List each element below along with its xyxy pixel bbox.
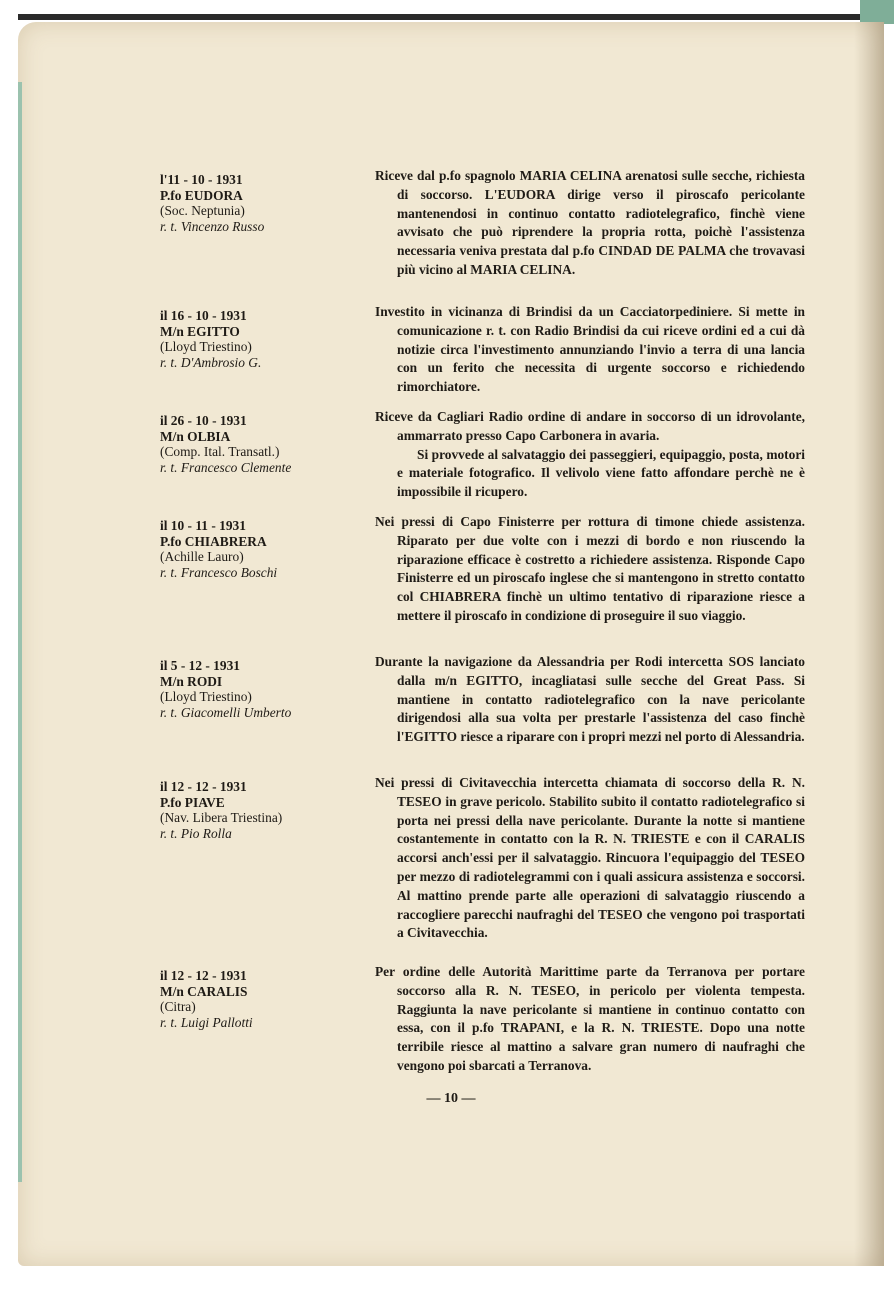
entry-company: (Soc. Neptunia): [160, 203, 245, 219]
entry-text: Per ordine delle Autorità Marittime parte da Terranova per portare soccorso alla R. N. TESEO, in pericolo per violenta tempesta. Raggiunta la nave pericolante si mantiene in continuo contatto con essa, con il p.fo TRAPANI, e la R. N. TRIESTE. Dopo una notte terribile riesce al mattino a salvare gran numero di naufraghi che vengono poi sbarcati a Terranova.: [375, 964, 805, 1073]
entry-meta: [160, 658, 360, 720]
entry-date: il 5 - 12 - 1931: [160, 658, 240, 673]
entry-text-paragraph-2: Si provvede al salvataggio dei passeggieri, equipaggio, posta, motori e materiale fotografico. Il velivolo viene fatto affondare perchè ne è impossibile il ricupero.: [397, 446, 805, 500]
entry-ship: M/n EGITTO: [160, 323, 240, 339]
entry-text: [375, 408, 805, 502]
entry-ship: P.fo CHIABRERA: [160, 533, 267, 549]
entry-text: Riceve dal p.fo spagnolo MARIA CELINA arenatosi sulle secche, richiesta di soccorso. L'EUDORA dirige verso il piroscafo pericolante mantenendosi in continuo contatto radiotelegrafico, finchè viene avvisato che può riprendere la propria rotta, poichè l'assistenza necessaria veniva prestata dal p.fo CINDAD DE PALMA che trovavasi più vicino al MARIA CELINA.: [375, 168, 805, 277]
entry-operator: r. t. Giacomelli Umberto: [160, 704, 292, 720]
entry-date: l'11 - 10 - 1931: [160, 172, 243, 187]
entry-ship: P.fo PIAVE: [160, 794, 225, 810]
entry-date: il 26 - 10 - 1931: [160, 413, 247, 428]
entry-date: il 16 - 10 - 1931: [160, 308, 247, 323]
entry-meta: [160, 779, 360, 841]
entry-operator: r. t. Luigi Pallotti: [160, 1014, 253, 1030]
entry-text: Nei pressi di Capo Finisterre per rottura di timone chiede assistenza. Riparato per due volte con i mezzi di bordo e non riuscendo la riparazione efficace è costretto a richiedere assistenza. Risponde Capo Finisterre ed un piroscafo inglese che si mantengono in stretto contatto col CHIABRERA finchè un ultimo tentativo di riparazione riesce a mettere il piroscafo in condizione di proseguire il suo viaggio.: [375, 514, 805, 623]
document-page: [18, 22, 884, 1266]
entry-text: Durante la navigazione da Alessandria per Rodi intercetta SOS lanciato dalla m/n EGITTO, incagliatasi sulle secche del Great Pass. Si mantiene in contatto radiotelegrafico con la nave pericolante dirigendosi alla sua volta per prestarle l'assistenza del caso finchè l'EGITTO riesce a riparare con i propri mezzi nel porto di Alessandria.: [375, 654, 805, 745]
entry-meta: [160, 968, 360, 1030]
entry-date: il 10 - 11 - 1931: [160, 518, 246, 533]
entry-company: (Nav. Libera Triestina): [160, 810, 283, 826]
entry-text: Nei pressi di Civitavecchia intercetta chiamata di soccorso della R. N. TESEO in grave pericolo. Stabilito subito il contatto radiotelegrafico si porta nei pressi della nave pericolante. Durante la notte si mantiene costantemente in contatto con la R. N. TRIESTE e con il CARALIS accorsi anch'essi per il salvataggio. Rincuora l'equipaggio del TESEO per mezzo di radiotelegrammi con i quali assicura assistenza e soccorsi. Al mattino prende parte alle operazioni di salvataggio riuscendo a raccogliere parecchi naufraghi del TESEO che vengono poi trasportati a Civitavecchia.: [375, 775, 805, 941]
entry-date: il 12 - 12 - 1931: [160, 779, 247, 794]
entry-date: il 12 - 12 - 1931: [160, 968, 247, 983]
entry-company: (Citra): [160, 999, 196, 1015]
entry-company: (Comp. Ital. Transatl.): [160, 444, 280, 460]
entry-meta: [160, 518, 360, 580]
entry-ship: M/n CARALIS: [160, 983, 248, 999]
entry-meta: [160, 172, 360, 234]
green-corner: [860, 0, 894, 24]
entry-operator: r. t. Pio Rolla: [160, 825, 232, 841]
page-spine-shadow: [854, 22, 884, 1266]
entry-text-paragraph: Riceve da Cagliari Radio ordine di andare in soccorso di un idrovolante, ammarrato presso Capo Carbonera in avaria.: [375, 409, 805, 443]
top-edge-rule: [18, 14, 894, 20]
entry-operator: r. t. Francesco Boschi: [160, 564, 278, 580]
entry-ship: M/n RODI: [160, 673, 223, 689]
entry-ship: P.fo EUDORA: [160, 187, 243, 203]
entry-text: Investito in vicinanza di Brindisi da un Cacciatorpediniere. Si mette in comunicazione r. t. con Radio Brindisi da cui riceve ordini ed a cui dà notizie circa l'investimento annunziando l'invio a terra di una lancia con un ferito che necessita di urgente soccorso e richiedendo rimorchiatore.: [375, 304, 805, 395]
left-edge-stripe: [18, 82, 22, 1182]
entry-meta: [160, 308, 360, 370]
entry-meta: [160, 413, 360, 475]
entry-operator: r. t. Vincenzo Russo: [160, 218, 265, 234]
entry-company: (Achille Lauro): [160, 549, 244, 565]
entry-company: (Lloyd Triestino): [160, 689, 252, 705]
entry-company: (Lloyd Triestino): [160, 339, 252, 355]
entry-operator: r. t. Francesco Clemente: [160, 459, 292, 475]
entry-ship: M/n OLBIA: [160, 428, 231, 444]
entry-operator: r. t. D'Ambrosio G.: [160, 354, 262, 370]
page-number: — 10 —: [426, 1091, 476, 1106]
